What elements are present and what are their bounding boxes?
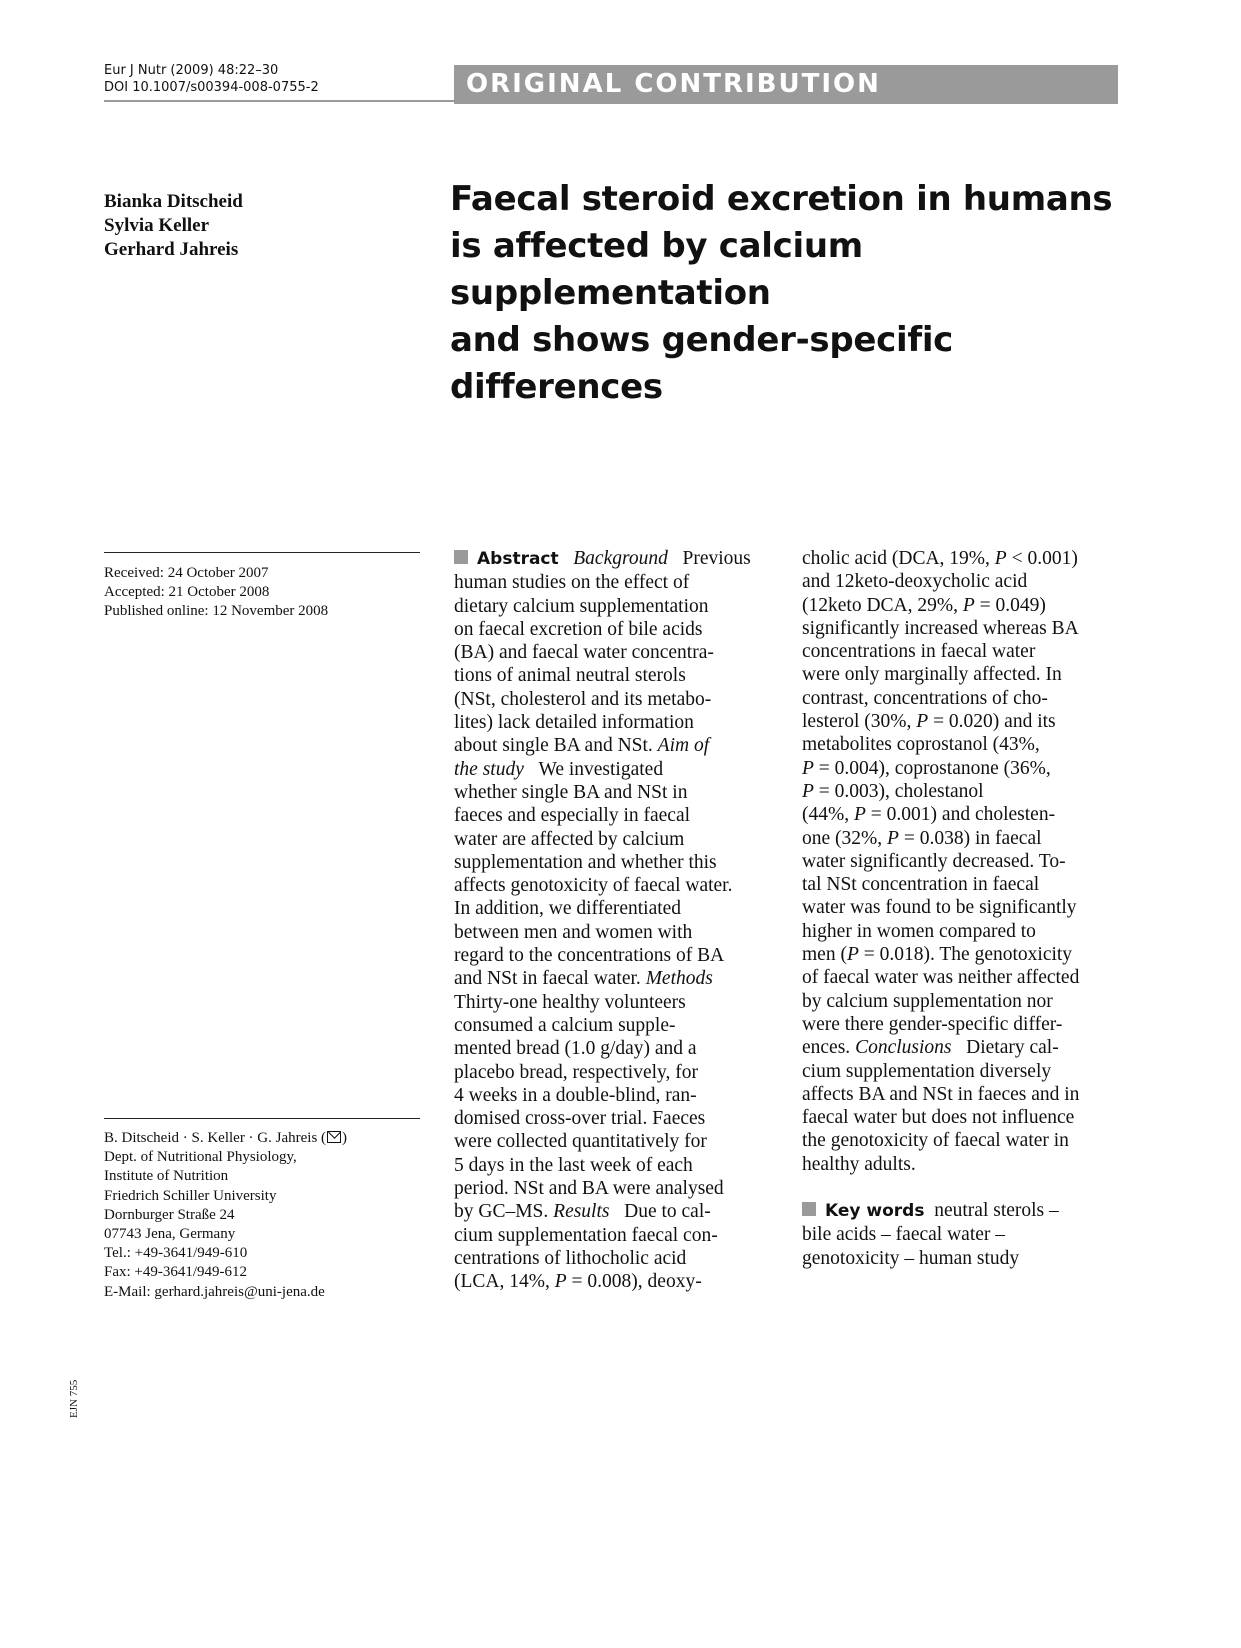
abstract-line: In addition, we differentiated xyxy=(454,898,682,920)
methods-label: Methods xyxy=(645,968,713,990)
abstract-line: tions of animal neutral sterols xyxy=(454,665,686,687)
abstract-line: P = 0.004), coprostanone (36%, xyxy=(802,757,1051,779)
dates-rule xyxy=(104,552,420,553)
abstract-heading: Abstract xyxy=(477,549,559,569)
aim-label: Aim of xyxy=(657,735,710,757)
journal-citation: Eur J Nutr (2009) 48:22–30 xyxy=(104,63,279,78)
abstract-line: (NSt, cholesterol and its metabo- xyxy=(454,688,712,710)
abstract-line: were only marginally affected. In xyxy=(802,664,1062,686)
abstract-line: supplementation and whether this xyxy=(454,851,717,873)
header-rule xyxy=(104,100,454,102)
abstract-line: water was found to be significantly xyxy=(802,897,1077,919)
article-code: EJN 755 xyxy=(68,1379,80,1418)
abstract-line: ences. Conclusions Dietary cal- xyxy=(802,1037,1059,1059)
abstract-line: period. NSt and BA were analysed xyxy=(454,1178,724,1200)
author: Gerhard Jahreis xyxy=(104,239,239,260)
abstract-line: faecal water but does not influence xyxy=(802,1107,1075,1129)
affiliation-fax: Fax: +49-3641/949-612 xyxy=(104,1264,248,1281)
abstract-column-left: Abstract Background Previous human studies on the effect of dietary calcium supplementation on faecal excretion of bile acids (BA) and faecal water concentra- tions of animal neutral sterols (NSt, cholesterol and its metabo- lites) lack detailed information about single BA and NSt. Aim of the study We investigated whether single BA and NSt in faeces and especially in faecal water are affected by calcium supplementation and whether this affects genotoxicity of faecal water. In addition, we differentiated between men and women with regard to the concentrations of BA and NSt in faecal water. Methods Thirty-one healthy volunteers consumed a calcium supple- mented bread (1.0 g/day) and a placebo bread, respectively, for 4 weeks in a double-blind, ran- domised cross-over trial. Faeces were collected quantitatively for 5 days in the last week of each period. NSt and BA were analysed by GC–MS. Results Due to cal- cium supplementation faecal con- centrations of lithocholic acid (LCA, 14%, P = 0.008), deoxy- xyxy=(454,547,774,1294)
keywords: Key words neutral sterols – bile acids – faecal water – genotoxicity – human study xyxy=(802,1199,1124,1270)
abstract-column-right xyxy=(802,547,1124,1270)
accepted-date: Accepted: 21 October 2008 xyxy=(104,584,270,600)
abstract-line: were collected quantitatively for xyxy=(454,1131,707,1153)
abstract-line: affects genotoxicity of faecal water. xyxy=(454,875,733,897)
abstract-line: 5 days in the last week of each xyxy=(454,1154,693,1176)
abstract-line: between men and women with xyxy=(454,921,693,943)
abstract-line: contrast, concentrations of cho- xyxy=(802,687,1048,709)
abstract-line: 4 weeks in a double-blind, ran- xyxy=(454,1084,697,1106)
abstract-line: concentrations in faecal water xyxy=(802,641,1036,663)
affiliation-authors: B. Ditscheid · S. Keller · G. Jahreis ( ) xyxy=(104,1130,348,1146)
abstract-line: on faecal excretion of bile acids xyxy=(454,618,703,640)
square-bullet-icon xyxy=(802,1202,816,1216)
author-affiliation xyxy=(104,1129,347,1302)
abstract-line: water significantly decreased. To- xyxy=(802,850,1066,872)
abstract-line: of faecal water was neither affected xyxy=(802,967,1080,989)
abstract-line: (LCA, 14%, P = 0.008), deoxy- xyxy=(454,1271,702,1293)
title-line: is affected by calcium supplementation xyxy=(450,226,863,313)
abstract-line: (44%, P = 0.001) and cholesten- xyxy=(802,804,1056,826)
results-label: Results xyxy=(553,1201,610,1223)
abstract-line: one (32%, P = 0.038) in faecal xyxy=(802,827,1042,849)
author: Sylvia Keller xyxy=(104,215,210,236)
abstract-line: by calcium supplementation nor xyxy=(802,990,1053,1012)
doi: DOI 10.1007/s00394-008-0755-2 xyxy=(104,80,319,95)
abstract-line: the study We investigated xyxy=(454,758,664,780)
abstract-line: cium supplementation diversely xyxy=(802,1060,1052,1082)
abstract-line: Thirty-one healthy volunteers xyxy=(454,991,686,1013)
abstract-line: higher in women compared to xyxy=(802,920,1036,942)
affiliation-city: 07743 Jena, Germany xyxy=(104,1226,236,1243)
abstract-line: about single BA and NSt. Aim of xyxy=(454,735,710,757)
abstract-line: affects BA and NSt in faeces and in xyxy=(802,1083,1080,1105)
abstract-line: centrations of lithocholic acid xyxy=(454,1247,687,1269)
affiliation-email: E-Mail: gerhard.jahreis@uni-jena.de xyxy=(104,1283,325,1300)
received-date: Received: 24 October 2007 xyxy=(104,565,269,581)
section-banner: ORIGINAL CONTRIBUTION xyxy=(454,65,1118,104)
background-label: Background xyxy=(573,548,668,569)
abstract-line: cium supplementation faecal con- xyxy=(454,1224,718,1246)
abstract-line: cholic acid (DCA, 19%, P < 0.001) xyxy=(802,548,1078,569)
abstract-line: tal NSt concentration in faecal xyxy=(802,874,1040,896)
author-list xyxy=(104,190,243,262)
keywords-line: genotoxicity – human study xyxy=(802,1247,1020,1269)
abstract-line: faeces and especially in faecal xyxy=(454,805,691,827)
abstract-line: men (P = 0.018). The genotoxicity xyxy=(802,944,1073,966)
abstract-line: dietary calcium supplementation xyxy=(454,595,709,617)
title-line: Faecal steroid excretion in humans xyxy=(450,179,1113,219)
publication-dates xyxy=(104,564,328,621)
affiliation-dept: Dept. of Nutritional Physiology, xyxy=(104,1149,297,1166)
abstract-line: the genotoxicity of faecal water in xyxy=(802,1130,1069,1152)
affiliation-institute: Institute of Nutrition xyxy=(104,1168,229,1185)
abstract-line: significantly increased whereas BA xyxy=(802,617,1079,639)
abstract-line: placebo bread, respectively, for xyxy=(454,1061,698,1083)
abstract-line: whether single BA and NSt in xyxy=(454,781,688,803)
keywords-heading: Key words xyxy=(825,1201,925,1222)
abstract-line: healthy adults. xyxy=(802,1153,916,1175)
envelope-icon xyxy=(327,1131,341,1143)
abstract-line: domised cross-over trial. Faeces xyxy=(454,1108,706,1130)
abstract-line: lites) lack detailed information xyxy=(454,712,694,734)
journal-reference xyxy=(104,62,319,96)
abstract-line: human studies on the effect of xyxy=(454,572,690,594)
abstract-line: lesterol (30%, P = 0.020) and its xyxy=(802,711,1056,733)
affiliation-rule xyxy=(104,1118,420,1119)
affiliation-street: Dornburger Straße 24 xyxy=(104,1206,235,1223)
abstract-line: consumed a calcium supple- xyxy=(454,1014,676,1036)
abstract-line: (12keto DCA, 29%, P = 0.049) xyxy=(802,594,1046,616)
abstract-line: water are affected by calcium xyxy=(454,828,685,850)
abstract-line: and NSt in faecal water. Methods xyxy=(454,968,713,990)
affiliation-university: Friedrich Schiller University xyxy=(104,1187,277,1204)
title-line: and shows gender-specific differences xyxy=(450,320,954,407)
abstract-line: metabolites coprostanol (43%, xyxy=(802,734,1040,756)
published-date: Published online: 12 November 2008 xyxy=(104,603,329,619)
abstract-line: by GC–MS. Results Due to cal- xyxy=(454,1201,711,1223)
abstract-line: regard to the concentrations of BA xyxy=(454,945,725,967)
abstract-line: and 12keto-deoxycholic acid xyxy=(802,571,1028,593)
paper-title xyxy=(450,176,1130,411)
abstract-line: P = 0.003), cholestanol xyxy=(802,780,984,802)
abstract-line: (BA) and faecal water concentra- xyxy=(454,642,714,664)
square-bullet-icon xyxy=(454,550,468,564)
abstract-line: mented bread (1.0 g/day) and a xyxy=(454,1038,697,1060)
affiliation-tel: Tel.: +49-3641/949-610 xyxy=(104,1245,248,1262)
author: Bianka Ditscheid xyxy=(104,191,243,212)
abstract-line: were there gender-specific differ- xyxy=(802,1013,1063,1035)
conclusions-label: Conclusions xyxy=(855,1037,952,1059)
keywords-line: bile acids – faecal water – xyxy=(802,1224,1006,1246)
